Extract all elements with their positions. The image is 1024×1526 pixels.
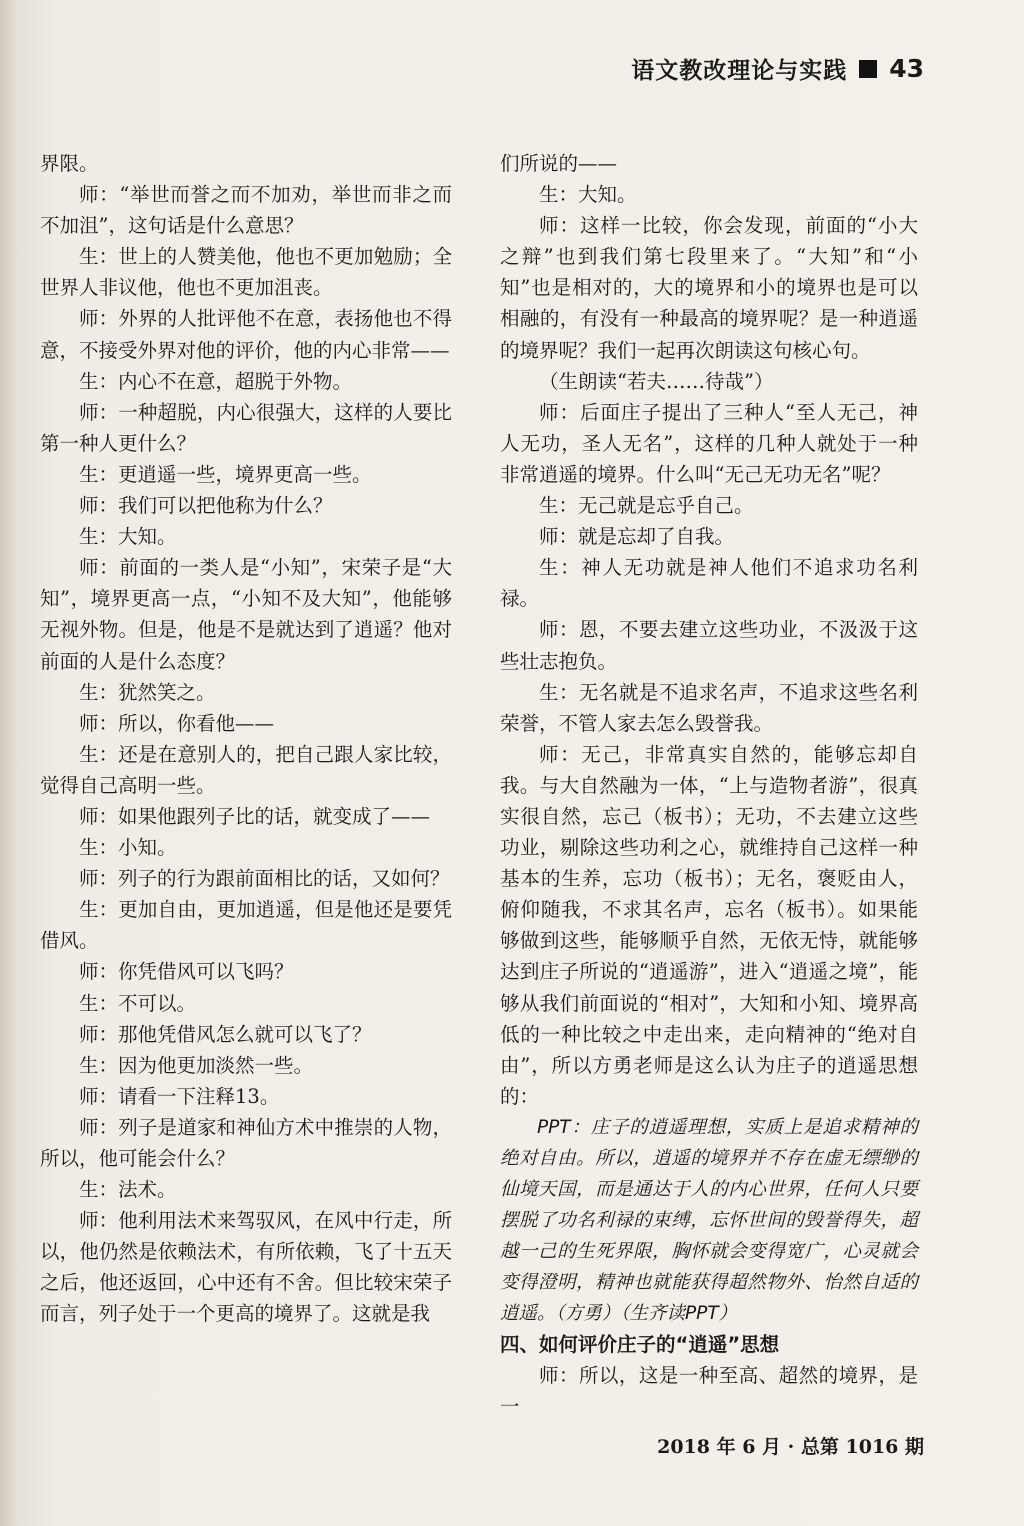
paragraph: 师：一种超脱，内心很强大，这样的人要比第一种人更什么？ <box>40 400 452 455</box>
paragraph: 生：还是在意别人的，把自己跟人家比较，觉得自己高明一些。 <box>40 742 452 797</box>
paragraph: 界限。 <box>40 152 99 175</box>
paragraph: 生：大知。 <box>539 183 637 207</box>
paragraph: 师：所以，你看他—— <box>79 711 275 735</box>
black-square-icon <box>859 60 877 78</box>
paragraph: 师：所以，这是一种至高、超然的境界，是一 <box>500 1363 918 1418</box>
paragraph: 师：如果他跟列子比的话，就变成了—— <box>79 804 431 828</box>
paragraph: 生：法术。 <box>79 1178 177 1202</box>
paragraph: 生：小知。 <box>79 836 177 860</box>
section-heading: 四、如何评价庄子的“逍遥”思想 <box>500 1332 780 1356</box>
paragraph: 师：列子是道家和神仙方术中推崇的人物，所以，他可能会什么？ <box>40 1115 452 1170</box>
page-number: 43 <box>889 54 924 83</box>
paragraph: 生：世上的人赞美他，他也不更加勉励；全世界人非议他，他也不更加沮丧。 <box>40 245 452 300</box>
paragraph: 师：无己，非常真实自然的，能够忘却自我。与大自然融为一体，“上与造物者游”，很真实很自然，忘己（板书）；无功，不去建立这些功业，剔除这些功利之心，就维持自己这样一种基本的生养，忘功（板书）；无名，褒贬由人，俯仰随我，不求其名声，忘名（板书）。如果能够做到这些，能够顺乎自然，无依无恃，就能够达到庄子所说的“逍遥游”，进入“逍遥之境”，能够从我们前面说的“相对”，大知和小知、境界高低的一种比较之中走出来，走向精神的“绝对自由”，所以方勇老师是这么认为庄子的逍遥思想的： <box>500 742 918 1108</box>
paragraph: 师：你凭借风可以飞吗？ <box>79 960 294 984</box>
left-column <box>40 148 452 1330</box>
paragraph: 们所说的—— <box>500 152 618 175</box>
right-column <box>500 148 918 1422</box>
running-header <box>631 52 924 85</box>
paragraph: 师：这样一比较，你会发现，前面的“小大之辩”也到我们第七段里来了。“大知”和“小知”也是相对的，大的境界和小的境界也是可以相融的，有没有一种最高的境界呢？是一种逍遥的境界呢？我们一起再次朗读这句核心句。 <box>500 214 918 362</box>
ppt-quote: PPT：庄子的逍遥理想，实质上是追求精神的绝对自由。所以，逍遥的境界并不存在虚无缥缈的仙境天国，而是通达于人的内心世界，任何人只要摆脱了功名利禄的束缚，忘怀世间的毁誉得失，超越一己的生死界限，胸怀就会变得宽广，心灵就会变得澄明，精神也就能获得超然物外、怡然自适的逍遥。（方勇）（生齐读PPT） <box>500 1116 918 1324</box>
paragraph: 生：更加自由，更加逍遥，但是他还是要凭借风。 <box>40 898 452 953</box>
issue-footer: 2018 年 6 月 · 总第 1016 期 <box>657 1436 924 1458</box>
paragraph: （生朗读“若夫……待哉”） <box>539 369 774 393</box>
paragraph: 生：因为他更加淡然一些。 <box>79 1053 314 1077</box>
journal-name: 语文教改理论与实践 <box>631 58 848 84</box>
paragraph: 师：列子的行为跟前面相比的话，又如何？ <box>79 867 450 891</box>
paragraph: 生：无名就是不追求名声，不追求这些名利荣誉，不管人家去怎么毁誉我。 <box>500 680 918 735</box>
paragraph: 生：无己就是忘乎自己。 <box>539 494 754 518</box>
paragraph: 师：外界的人批评他不在意，表扬他也不得意，不接受外界对他的评价，他的内心非常—— <box>40 307 452 362</box>
paragraph: 生：不可以。 <box>79 991 197 1015</box>
paragraph: 师：前面的一类人是“小知”，宋荣子是“大知”，境界更高一点，“小知不及大知”，他能够无视外物。但是，他是不是就达到了逍遥？他对前面的人是什么态度？ <box>40 556 452 673</box>
paragraph: 师：他利用法术来驾驭风，在风中行走，所以，他仍然是依赖法术，有所依赖，飞了十五天之后，他还返回，心中还有不舍。但比较宋荣子而言，列子处于一个更高的境界了。这就是我 <box>40 1209 452 1326</box>
paragraph: 生：内心不在意，超脱于外物。 <box>79 369 353 393</box>
paragraph: 生：神人无功就是神人他们不追求功名利禄。 <box>500 556 918 611</box>
paragraph: 师：恩，不要去建立这些功业，不汲汲于这些壮志抱负。 <box>500 618 918 673</box>
paragraph: 生：更逍遥一些，境界更高一些。 <box>79 462 372 486</box>
paragraph: 师：后面庄子提出了三种人“至人无己，神人无功，圣人无名”，这样的几种人就处于一种非常逍遥的境界。什么叫“无己无功无名”呢？ <box>500 400 918 486</box>
paragraph: 生：犹然笑之。 <box>79 680 216 704</box>
paragraph: 生：大知。 <box>79 525 177 549</box>
paragraph: 师：就是忘却了自我。 <box>539 525 735 549</box>
paragraph: 师：我们可以把他称为什么？ <box>79 494 333 518</box>
paragraph: 师：请看一下注释13。 <box>79 1084 280 1108</box>
paragraph: 师：那他凭借风怎么就可以飞了？ <box>79 1022 372 1046</box>
paragraph: 师：“举世而誉之而不加劝，举世而非之而不加沮”，这句话是什么意思？ <box>40 183 452 238</box>
